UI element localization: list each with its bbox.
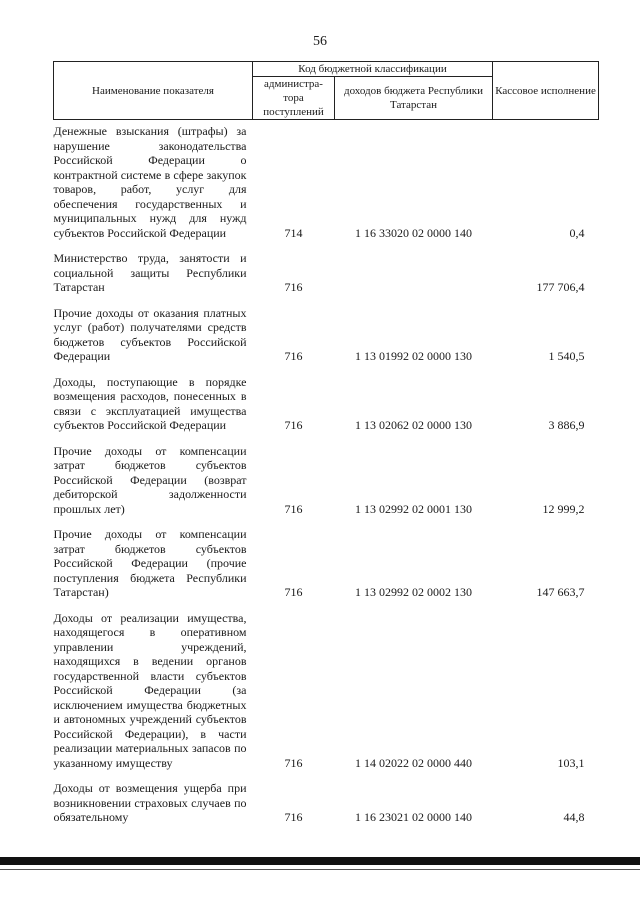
page-number: 56 (313, 34, 327, 49)
row-amount: 1 540,5 (548, 349, 585, 363)
row-code: 1 13 02992 02 0001 130 (355, 501, 472, 516)
row-admin: 716 (284, 418, 303, 432)
row-name: Прочие доходы от оказания платных услуг (работ) получателями средств бюджетов субъектов Российской Федерации (53, 305, 247, 363)
row-code (335, 247, 493, 302)
row-code: 1 13 02062 02 0000 130 (355, 418, 472, 432)
row-name: Министерство труда, занятости и социальной защиты Республики Татарстан (53, 251, 247, 294)
row-code: 1 13 02992 02 0002 130 (355, 585, 472, 599)
row-admin: 716 (284, 810, 303, 824)
table-row (54, 523, 599, 607)
row-name: Доходы от реализации имущества, находящегося в оперативном управлении учреждений, находящихся в ведении органов государственной власти субъектов Российской Федерации (за исключением имущества бюджетных и автономных учреждений субъектов Российской Федерации), в части реализации материальных запасов по указанному имуществу (53, 610, 247, 770)
header-budget-code: Код бюджетной классификации (253, 62, 493, 77)
row-amount: 12 999,2 (542, 501, 585, 516)
table-row (54, 777, 599, 832)
row-admin: 716 (284, 349, 303, 363)
revenue-table (53, 61, 599, 832)
table-row (54, 120, 599, 248)
header-amount: Кассовое исполнение (493, 62, 599, 120)
table-row (54, 302, 599, 371)
header-name: Наименование показателя (54, 62, 253, 120)
row-code: 1 14 02022 02 0000 440 (355, 755, 472, 770)
row-amount: 3 886,9 (548, 418, 585, 432)
table-header (54, 62, 599, 120)
row-amount: 0,4 (569, 225, 585, 240)
row-name: Доходы, поступающие в порядке возмещения расходов, понесенных в связи с эксплуатацией имущества субъектов Российской Федерации (53, 374, 247, 432)
table-row (54, 440, 599, 524)
row-name: Прочие доходы от компенсации затрат бюджетов субъектов Российской Федерации (прочие поступления бюджета Республики Татарстан) (53, 527, 247, 599)
table-row (54, 247, 599, 302)
scan-edge-bar (0, 857, 640, 865)
row-amount: 103,1 (557, 755, 585, 770)
header-admin: администра-тора поступлений (253, 77, 335, 120)
row-admin: 716 (284, 585, 303, 599)
row-code: 1 13 01992 02 0000 130 (355, 349, 472, 363)
scan-edge-line (0, 869, 640, 870)
row-amount: 44,8 (563, 810, 585, 824)
row-amount: 177 706,4 (536, 280, 585, 294)
row-name: Доходы от возмещения ущерба при возникновении страховых случаев по обязательному (53, 781, 247, 824)
header-income: доходов бюджета Республики Татарстан (335, 77, 493, 120)
row-code: 1 16 23021 02 0000 140 (355, 810, 472, 824)
row-code: 1 16 33020 02 0000 140 (355, 225, 472, 240)
row-admin: 714 (284, 225, 303, 240)
row-admin: 716 (284, 755, 303, 770)
row-amount: 147 663,7 (536, 585, 585, 599)
row-admin: 716 (284, 501, 303, 516)
table-row (54, 607, 599, 778)
row-name: Прочие доходы от компенсации затрат бюджетов субъектов Российской Федерации (возврат дебиторской задолженности прошлых лет) (53, 443, 247, 516)
row-name: Денежные взыскания (штрафы) за нарушение законодательства Российской Федерации о контрактной системе в сфере закупок товаров, работ, услуг для обеспечения государственных и муниципальных нужд для нужд субъектов Российской Федерации (53, 124, 247, 240)
table-row (54, 371, 599, 440)
row-admin: 716 (284, 280, 303, 294)
